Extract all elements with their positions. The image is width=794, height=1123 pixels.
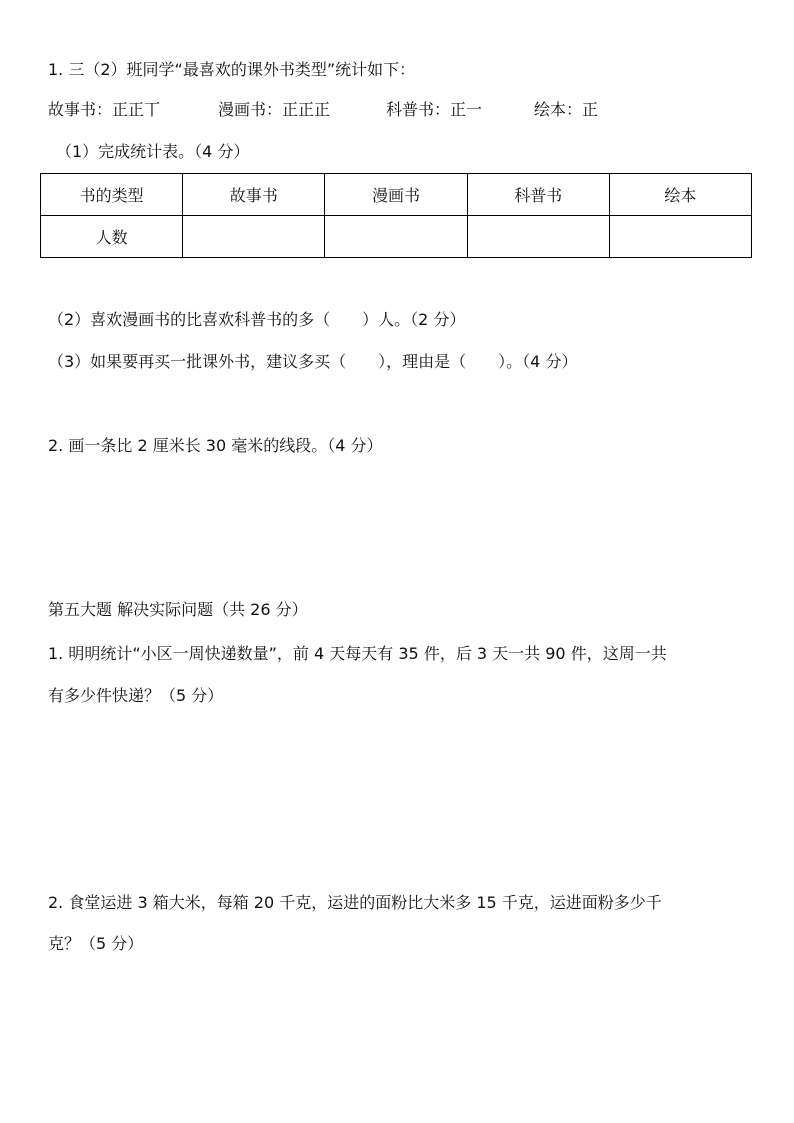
section5-title: 第五大题 解决实际问题（共 26 分） (48, 600, 308, 619)
tally-story (48, 100, 160, 120)
table-header-cell: 故事书 (183, 174, 325, 216)
q2-text: 2. 画一条比 2 厘米长 30 毫米的线段。（4 分） (48, 436, 383, 455)
table-header-cell: 科普书 (467, 174, 609, 216)
table-row-label: 人数 (41, 216, 183, 258)
tally-picture-mark: 正 (582, 100, 599, 119)
table-answer-cell[interactable] (325, 216, 467, 258)
q1-part3: （3）如果要再买一批课外书，建议多买（ ），理由是（ ）。（4 分） (48, 352, 578, 371)
tally-picture-label: 绘本： (534, 100, 583, 119)
tally-comic-label: 漫画书： (218, 100, 283, 119)
table-answer-cell[interactable] (183, 216, 325, 258)
q1-part2: （2）喜欢漫画书的比喜欢科普书的多（ ）人。（2 分） (48, 310, 466, 329)
table-answer-cell[interactable] (609, 216, 751, 258)
table-header-cell: 漫画书 (325, 174, 467, 216)
table-header-row (41, 174, 752, 216)
tally-comic-mark: 正正正 (282, 100, 331, 119)
table-header-cell: 绘本 (609, 174, 751, 216)
tally-story-mark: 正正丅 (112, 100, 161, 119)
table-answer-cell[interactable] (467, 216, 609, 258)
problem2-line1: 2. 食堂运进 3 箱大米，每箱 20 千克，运进的面粉比大米多 15 千克，运进面粉多少千 (48, 893, 662, 912)
tally-picture (534, 100, 598, 120)
tally-science-label: 科普书： (386, 100, 451, 119)
problem1-line2: 有多少件快递？（5 分） (48, 686, 224, 705)
q1-part1: （1）完成统计表。（4 分） (56, 142, 250, 161)
tally-row (48, 100, 748, 120)
table-row (41, 216, 752, 258)
q1-heading: 1. 三（2）班同学“最喜欢的课外书类型”统计如下： (48, 60, 416, 79)
tally-story-label: 故事书： (48, 100, 113, 119)
problem1-line1: 1. 明明统计“小区一周快递数量”，前 4 天每天有 35 件，后 3 天一共 90 件，这周一共 (48, 644, 667, 663)
stats-table (40, 173, 752, 258)
table-header-cell: 书的类型 (41, 174, 183, 216)
tally-science-mark: 正一 (450, 100, 483, 119)
tally-comic (218, 100, 330, 120)
tally-science (386, 100, 482, 120)
problem2-line2: 克？（5 分） (48, 934, 144, 953)
